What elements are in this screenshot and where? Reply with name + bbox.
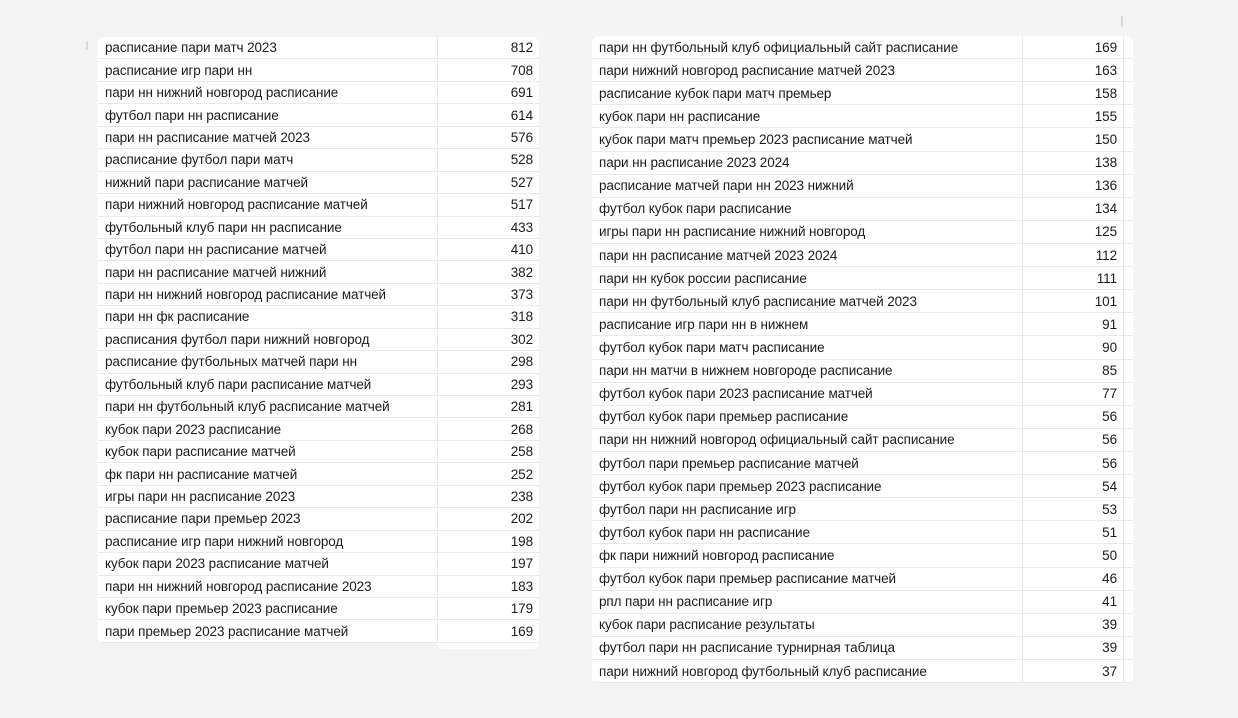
table-row xyxy=(592,637,1133,660)
keyword-cell[interactable]: пари нн расписание 2023 2024 xyxy=(592,152,1023,174)
empty-next-column-cell[interactable] xyxy=(1123,267,1133,289)
keyword-table-right xyxy=(592,36,1133,683)
empty-next-column-cell[interactable] xyxy=(1123,175,1133,197)
keyword-cell[interactable]: игры пари нн расписание нижний новгород xyxy=(592,221,1023,243)
table-row xyxy=(592,360,1133,383)
table-row xyxy=(98,598,539,620)
empty-next-column-cell[interactable] xyxy=(1123,221,1133,243)
count-cell[interactable]: 293 xyxy=(510,376,533,392)
empty-next-column-cell[interactable] xyxy=(1123,82,1133,104)
keyword-cell[interactable]: пари нн кубок россии расписание xyxy=(592,267,1023,289)
empty-next-column-cell[interactable] xyxy=(1123,544,1133,566)
keyword-cell[interactable]: кубок пари расписание результаты xyxy=(592,614,1023,636)
table-row xyxy=(98,396,539,418)
table-row xyxy=(592,568,1133,591)
table-row xyxy=(98,463,539,485)
table-row xyxy=(98,441,539,463)
keyword-cell[interactable]: расписание футбол пари матч xyxy=(98,149,438,170)
count-cell[interactable]: 169 xyxy=(510,623,533,639)
count-cell[interactable]: 150 xyxy=(1094,131,1117,147)
table-row xyxy=(592,336,1133,359)
count-cell[interactable]: 125 xyxy=(1094,224,1117,240)
count-cell[interactable]: 382 xyxy=(510,264,533,280)
keyword-cell[interactable]: пари нн футбольный клуб расписание матчей xyxy=(98,396,438,417)
keyword-cell[interactable]: кубок пари расписание матчей xyxy=(98,441,438,462)
keyword-cell[interactable]: пари нн нижний новгород расписание 2023 xyxy=(98,576,438,597)
keyword-table-left xyxy=(98,37,539,643)
keyword-cell[interactable]: расписание футбольных матчей пари нн xyxy=(98,351,438,372)
count-cell[interactable]: 528 xyxy=(510,152,533,168)
keyword-cell[interactable]: пари нн нижний новгород расписание матчей xyxy=(98,284,438,305)
count-cell[interactable]: 410 xyxy=(510,242,533,258)
count-cell[interactable]: 158 xyxy=(1094,85,1117,101)
keyword-cell[interactable]: игры пари нн расписание 2023 xyxy=(98,486,438,507)
screenshot-edge-artifact xyxy=(1121,16,1123,27)
count-cell[interactable]: 39 xyxy=(1102,640,1117,656)
table-row xyxy=(592,290,1133,313)
keyword-cell[interactable]: футбольный клуб пари нн расписание xyxy=(98,217,438,238)
count-cell[interactable]: 281 xyxy=(510,399,533,415)
keyword-cell[interactable]: футбол пари нн расписание xyxy=(98,104,438,125)
table-row xyxy=(98,486,539,508)
table-row xyxy=(98,104,539,126)
keyword-cell[interactable]: пари нн расписание матчей 2023 2024 xyxy=(592,244,1023,266)
keyword-cell[interactable]: пари нн футбольный клуб официальный сайт расписание xyxy=(592,36,1023,58)
count-cell[interactable]: 163 xyxy=(1094,62,1117,78)
keyword-cell[interactable]: рпл пари нн расписание игр xyxy=(592,591,1023,613)
table-row xyxy=(592,198,1133,221)
table-row xyxy=(98,620,539,642)
keyword-cell[interactable]: футбол пари нн расписание матчей xyxy=(98,239,438,260)
table-row xyxy=(98,261,539,283)
keyword-cell[interactable]: пари нижний новгород расписание матчей 2023 xyxy=(592,59,1023,81)
keyword-cell[interactable]: расписание игр пари нн xyxy=(98,59,438,80)
table-row xyxy=(592,591,1133,614)
keyword-cell[interactable]: расписание пари матч 2023 xyxy=(98,37,438,58)
table-row xyxy=(592,221,1133,244)
empty-next-column-cell[interactable] xyxy=(1123,128,1133,150)
count-cell[interactable]: 112 xyxy=(1095,247,1117,263)
empty-next-column-cell[interactable] xyxy=(1123,591,1133,613)
keyword-cell[interactable]: пари нижний новгород футбольный клуб расписание xyxy=(592,660,1023,682)
empty-next-column-cell[interactable] xyxy=(1123,521,1133,543)
keyword-cell[interactable]: футбол кубок пари премьер 2023 расписание xyxy=(592,475,1023,497)
keyword-cell[interactable]: футбол кубок пари расписание xyxy=(592,198,1023,220)
empty-next-column-cell[interactable] xyxy=(1123,568,1133,590)
table-row xyxy=(98,239,539,261)
keyword-cell[interactable]: расписание игр пари нн в нижнем xyxy=(592,313,1023,335)
keyword-cell[interactable]: расписание пари премьер 2023 xyxy=(98,508,438,529)
keyword-cell[interactable]: пари нн фк расписание xyxy=(98,306,438,327)
keyword-cell[interactable]: кубок пари 2023 расписание xyxy=(98,418,438,439)
table-row xyxy=(98,576,539,598)
keyword-cell[interactable]: расписание кубок пари матч премьер xyxy=(592,82,1023,104)
keyword-cell[interactable]: расписание игр пари нижний новгород xyxy=(98,531,438,552)
keyword-cell[interactable]: кубок пари 2023 расписание матчей xyxy=(98,553,438,574)
count-cell[interactable]: 39 xyxy=(1102,617,1117,633)
table-row xyxy=(98,553,539,575)
empty-next-column-cell[interactable] xyxy=(1123,105,1133,127)
table-row xyxy=(98,329,539,351)
table-row xyxy=(592,128,1133,151)
count-cell[interactable]: 56 xyxy=(1102,409,1117,425)
keyword-cell[interactable]: нижний пари расписание матчей xyxy=(98,172,438,193)
table-row xyxy=(98,418,539,440)
count-cell[interactable]: 136 xyxy=(1094,178,1117,194)
table-row xyxy=(592,244,1133,267)
empty-next-column-cell[interactable] xyxy=(1123,383,1133,405)
count-cell[interactable]: 708 xyxy=(510,62,533,78)
count-cell[interactable]: 576 xyxy=(510,129,533,145)
keyword-cell[interactable]: расписания футбол пари нижний новгород xyxy=(98,329,438,350)
empty-next-column-cell[interactable] xyxy=(1123,452,1133,474)
count-cell[interactable]: 691 xyxy=(510,85,533,101)
count-cell[interactable]: 77 xyxy=(1102,386,1117,402)
table-row xyxy=(98,82,539,104)
empty-next-column-cell[interactable] xyxy=(1123,429,1133,451)
table-row xyxy=(98,217,539,239)
empty-next-column-cell[interactable] xyxy=(1123,336,1133,358)
empty-next-column-cell[interactable] xyxy=(1123,290,1133,312)
table-row xyxy=(98,531,539,553)
keyword-cell[interactable]: пари нижний новгород расписание матчей xyxy=(98,194,438,215)
count-cell[interactable]: 527 xyxy=(510,174,533,190)
table-row xyxy=(98,172,539,194)
count-cell[interactable]: 90 xyxy=(1102,339,1117,355)
empty-next-column-cell[interactable] xyxy=(1123,360,1133,382)
count-cell[interactable]: 101 xyxy=(1094,293,1117,309)
table-row xyxy=(592,544,1133,567)
table-row xyxy=(98,149,539,171)
count-cell[interactable]: 517 xyxy=(510,197,533,213)
count-cell[interactable]: 53 xyxy=(1102,501,1117,517)
count-cell[interactable]: 252 xyxy=(510,466,533,482)
table-row xyxy=(98,194,539,216)
count-cell[interactable]: 138 xyxy=(1094,155,1117,171)
count-cell[interactable]: 258 xyxy=(510,444,533,460)
table-row xyxy=(592,82,1133,105)
keyword-cell[interactable]: пари нн нижний новгород официальный сайт расписание xyxy=(592,429,1023,451)
empty-next-column-cell[interactable] xyxy=(1123,36,1133,58)
keyword-cell[interactable]: кубок пари нн расписание xyxy=(592,105,1023,127)
empty-next-column-cell[interactable] xyxy=(1123,475,1133,497)
count-cell[interactable]: 155 xyxy=(1094,108,1117,124)
table-row xyxy=(592,36,1133,59)
table-row xyxy=(592,521,1133,544)
count-cell[interactable]: 56 xyxy=(1102,432,1117,448)
keyword-cell[interactable]: футбольный клуб пари расписание матчей xyxy=(98,374,438,395)
table-row xyxy=(98,284,539,306)
table-row xyxy=(98,37,539,59)
count-cell[interactable]: 134 xyxy=(1094,201,1117,217)
keyword-cell[interactable]: футбол пари премьер расписание матчей xyxy=(592,452,1023,474)
keyword-cell[interactable]: футбол кубок пари премьер расписание матчей xyxy=(592,568,1023,590)
empty-next-column-cell[interactable] xyxy=(1123,406,1133,428)
empty-next-column-cell[interactable] xyxy=(1123,152,1133,174)
empty-next-column-cell[interactable] xyxy=(1123,59,1133,81)
table-row xyxy=(592,452,1133,475)
count-cell[interactable]: 812 xyxy=(510,40,533,56)
empty-next-column-cell[interactable] xyxy=(1123,198,1133,220)
count-cell[interactable]: 298 xyxy=(510,354,533,370)
table-row xyxy=(98,351,539,373)
keyword-cell[interactable]: пари нн расписание матчей 2023 xyxy=(98,127,438,148)
keyword-cell[interactable]: кубок пари матч премьер 2023 расписание матчей xyxy=(592,128,1023,150)
table-row xyxy=(592,267,1133,290)
table-row xyxy=(98,59,539,81)
empty-next-column-cell[interactable] xyxy=(1123,637,1133,659)
count-cell[interactable]: 318 xyxy=(510,309,533,325)
table-row xyxy=(592,660,1133,683)
table-row xyxy=(592,429,1133,452)
count-cell[interactable]: 202 xyxy=(510,511,533,527)
keyword-cell[interactable]: кубок пари премьер 2023 расписание xyxy=(98,598,438,619)
count-cell[interactable]: 373 xyxy=(510,287,533,303)
count-cell[interactable]: 614 xyxy=(510,107,533,123)
table-row xyxy=(98,127,539,149)
count-cell[interactable]: 111 xyxy=(1096,270,1117,286)
keyword-cell[interactable]: расписание матчей пари нн 2023 нижний xyxy=(592,175,1023,197)
table-row xyxy=(98,374,539,396)
empty-next-column-cell[interactable] xyxy=(1123,244,1133,266)
table-row xyxy=(592,614,1133,637)
count-cell[interactable]: 91 xyxy=(1102,316,1117,332)
screenshot-edge-artifact xyxy=(86,41,88,50)
keyword-cell[interactable]: футбол пари нн расписание турнирная таблица xyxy=(592,637,1023,659)
count-cell[interactable]: 51 xyxy=(1102,524,1117,540)
count-cell[interactable]: 238 xyxy=(510,488,533,504)
count-cell[interactable]: 197 xyxy=(510,556,533,572)
table-row xyxy=(98,508,539,530)
keyword-cell[interactable]: фк пари нн расписание матчей xyxy=(98,463,438,484)
empty-next-column-cell[interactable] xyxy=(1123,498,1133,520)
keyword-cell[interactable]: пари премьер 2023 расписание матчей xyxy=(98,620,438,641)
count-cell[interactable]: 169 xyxy=(1094,39,1117,55)
count-cell[interactable]: 41 xyxy=(1102,594,1117,610)
table-row xyxy=(592,313,1133,336)
table-row xyxy=(592,152,1133,175)
table-row xyxy=(592,498,1133,521)
keyword-cell[interactable]: пари нн расписание матчей нижний xyxy=(98,261,438,282)
count-cell[interactable]: 268 xyxy=(510,421,533,437)
count-cell[interactable]: 56 xyxy=(1102,455,1117,471)
keyword-cell[interactable]: футбол кубок пари нн расписание xyxy=(592,521,1023,543)
count-cell[interactable]: 46 xyxy=(1102,571,1117,587)
table-row xyxy=(98,306,539,328)
keyword-cell[interactable]: футбол кубок пари матч расписание xyxy=(592,336,1023,358)
table-row xyxy=(592,175,1133,198)
partial-row-stub xyxy=(437,643,538,649)
keyword-cell[interactable]: пари нн футбольный клуб расписание матчей 2023 xyxy=(592,290,1023,312)
table-row xyxy=(592,383,1133,406)
table-row xyxy=(592,475,1133,498)
empty-next-column-cell[interactable] xyxy=(1123,614,1133,636)
count-cell[interactable]: 302 xyxy=(510,331,533,347)
keyword-cell[interactable]: футбол пари нн расписание игр xyxy=(592,498,1023,520)
table-row xyxy=(592,59,1133,82)
keyword-cell[interactable]: футбол кубок пари премьер расписание xyxy=(592,406,1023,428)
count-cell[interactable]: 179 xyxy=(510,601,533,617)
keyword-cell[interactable]: фк пари нижний новгород расписание xyxy=(592,544,1023,566)
count-cell[interactable]: 198 xyxy=(510,533,533,549)
empty-next-column-cell[interactable] xyxy=(1123,660,1133,682)
empty-next-column-cell[interactable] xyxy=(1123,313,1133,335)
count-cell[interactable]: 433 xyxy=(510,219,533,235)
count-cell[interactable]: 183 xyxy=(510,578,533,594)
count-cell[interactable]: 37 xyxy=(1102,663,1117,679)
keyword-cell[interactable]: пари нн нижний новгород расписание xyxy=(98,82,438,103)
table-row xyxy=(592,406,1133,429)
keyword-cell[interactable]: пари нн матчи в нижнем новгороде расписание xyxy=(592,360,1023,382)
keyword-cell[interactable]: футбол кубок пари 2023 расписание матчей xyxy=(592,383,1023,405)
count-cell[interactable]: 85 xyxy=(1102,363,1117,379)
table-row xyxy=(592,105,1133,128)
count-cell[interactable]: 54 xyxy=(1102,478,1117,494)
count-cell[interactable]: 50 xyxy=(1102,547,1117,563)
